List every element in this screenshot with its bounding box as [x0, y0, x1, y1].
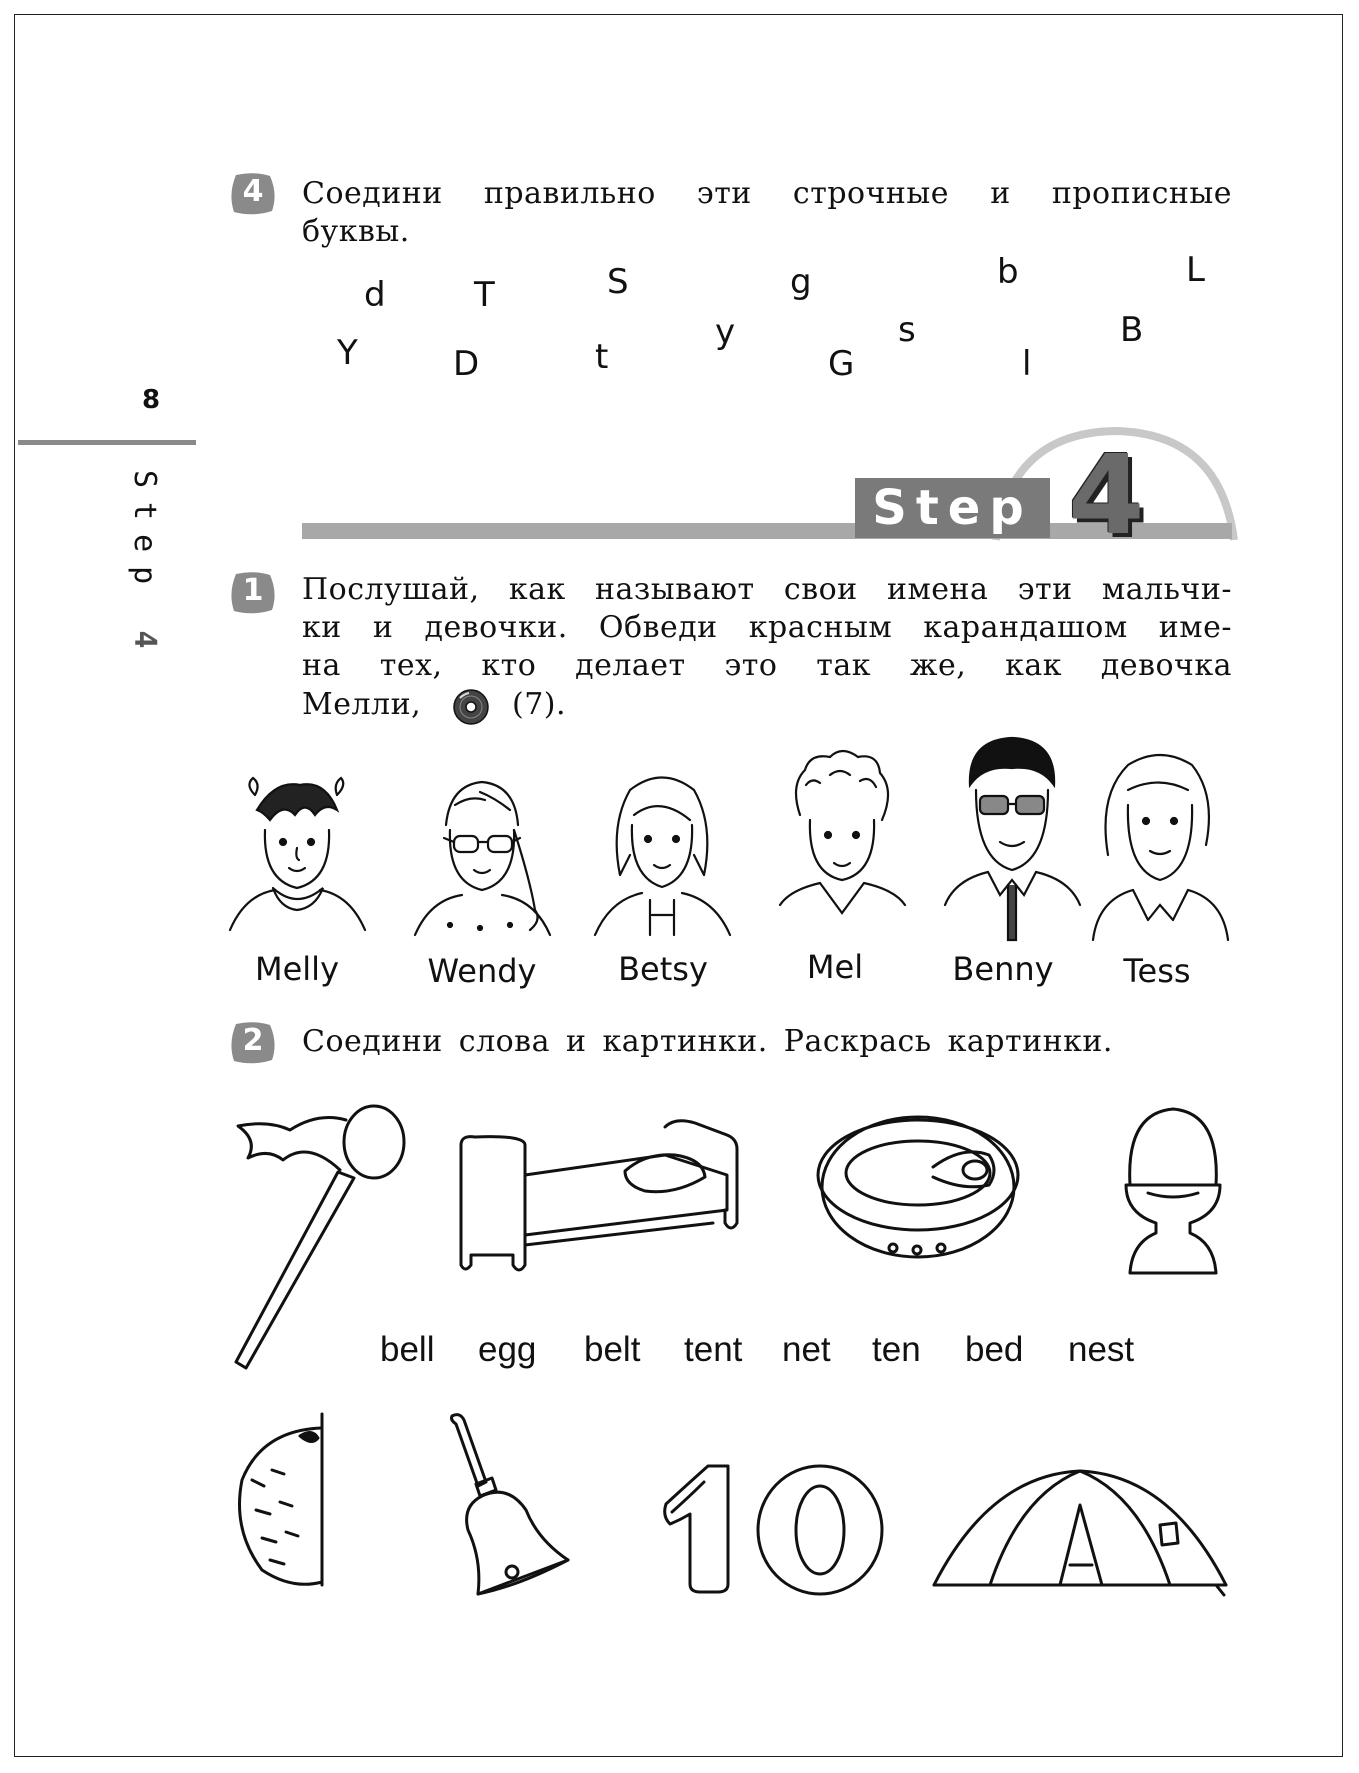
egg-picture[interactable] [1118, 1105, 1228, 1280]
name-benny[interactable]: Benny [952, 950, 1054, 988]
letter-d[interactable]: d [364, 275, 386, 315]
letter-l[interactable]: l [1022, 344, 1032, 384]
task-1-line-3: на тех, кто делает это так же, как девочка [302, 648, 1232, 683]
vertical-step-number: 4 [127, 630, 162, 663]
tess-portrait [1088, 745, 1233, 940]
bed-picture[interactable] [455, 1115, 745, 1285]
vertical-step-label [128, 470, 168, 670]
wendy-portrait [410, 770, 555, 940]
task-1-line-4b: (7). [512, 687, 567, 722]
letter-D[interactable]: D [453, 344, 480, 384]
letter-t[interactable]: t [595, 337, 609, 377]
word-net[interactable]: net [782, 1330, 831, 1369]
word-ten[interactable]: ten [872, 1330, 921, 1369]
task-1-line-2: ки и девочки. Обведи красным карандашом име- [302, 610, 1232, 645]
benny-portrait [940, 730, 1085, 940]
name-mel[interactable]: Mel [806, 948, 864, 986]
task-1-line-4a: Мелли, [302, 687, 422, 722]
nest-picture[interactable] [232, 1410, 342, 1595]
word-bell[interactable]: bell [380, 1330, 435, 1369]
word-egg[interactable]: egg [478, 1330, 537, 1369]
vertical-step-word: Step [127, 470, 162, 599]
step-header-number: 4 [1068, 431, 1145, 559]
page-number: 8 [142, 385, 161, 415]
bell-picture[interactable] [438, 1410, 578, 1600]
letter-Y[interactable]: Y [337, 333, 358, 373]
betsy-portrait [590, 765, 735, 940]
letter-B[interactable]: B [1120, 310, 1144, 350]
word-belt[interactable]: belt [584, 1330, 641, 1369]
name-wendy[interactable]: Wendy [427, 952, 537, 990]
letter-S[interactable]: S [607, 262, 629, 302]
word-nest[interactable]: nest [1068, 1330, 1135, 1369]
task-2-instruction: Соедини слова и картинки. Раскрась картинки. [302, 1024, 1113, 1059]
melly-portrait [225, 770, 370, 940]
name-betsy[interactable]: Betsy [618, 950, 708, 988]
letter-y[interactable]: y [715, 312, 736, 352]
mel-portrait [770, 745, 915, 940]
task-1-line-1: Послушай, как называют свои имена эти мальчи- [302, 572, 1232, 607]
ten-picture[interactable] [660, 1460, 885, 1595]
letter-s[interactable]: s [898, 310, 916, 350]
letter-b[interactable]: b [997, 252, 1019, 292]
letter-G[interactable]: G [828, 344, 855, 384]
word-bed[interactable]: bed [965, 1330, 1024, 1369]
cd-disc-icon[interactable] [452, 688, 490, 726]
page-margin-rule [18, 440, 196, 445]
task-4-instruction: Соедини правильно эти строчные и прописные буквы. [302, 176, 1232, 249]
name-tess[interactable]: Tess [1123, 952, 1191, 990]
word-tent[interactable]: tent [684, 1330, 743, 1369]
letter-L[interactable]: L [1186, 250, 1205, 290]
tent-picture[interactable] [930, 1465, 1230, 1595]
letter-T[interactable]: T [474, 275, 495, 315]
letter-g[interactable]: g [790, 262, 812, 302]
name-melly[interactable]: Melly [254, 950, 339, 988]
step-header-word: Step [872, 480, 1033, 536]
task-1-number: 1 [242, 573, 264, 608]
task-4-number: 4 [242, 174, 264, 209]
belt-picture[interactable] [813, 1115, 1023, 1270]
task-2-number: 2 [242, 1023, 264, 1058]
